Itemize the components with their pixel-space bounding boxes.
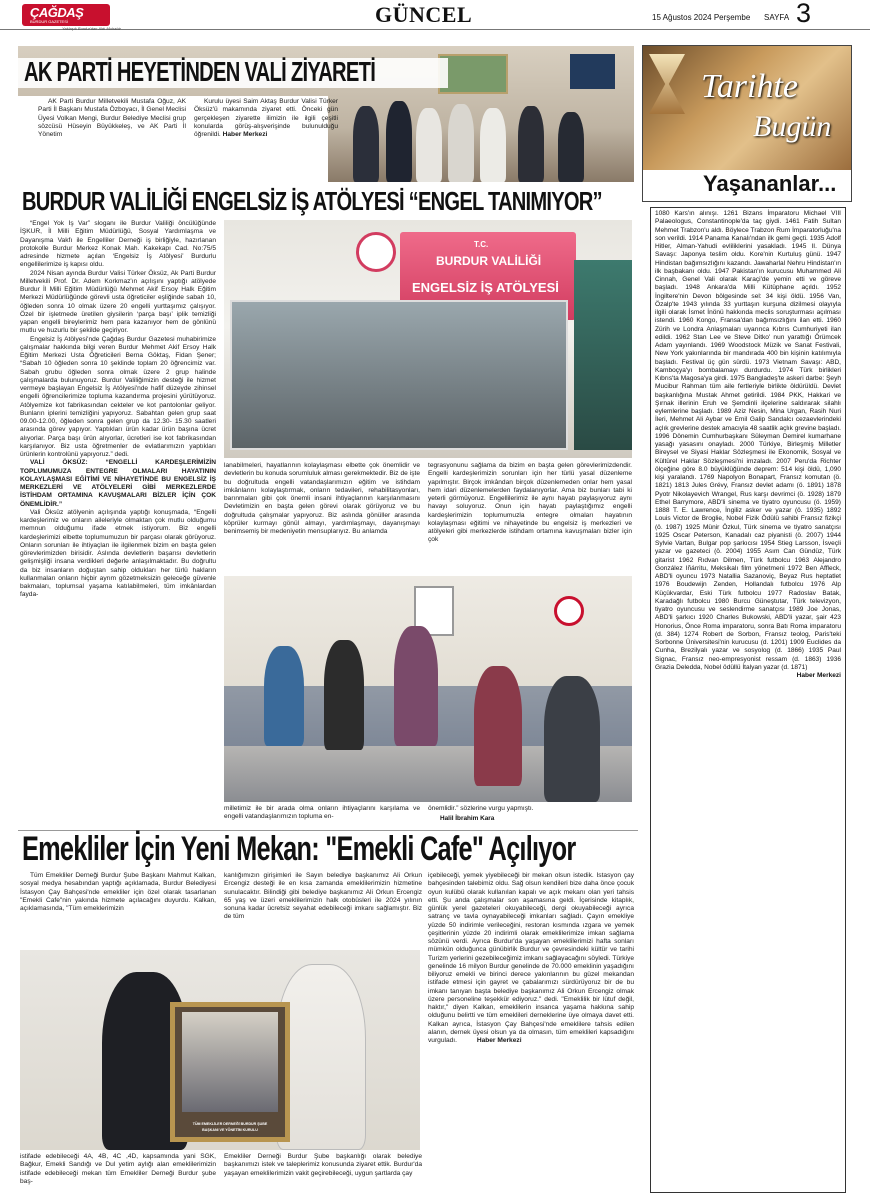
frame-caption-1: TÜM EMEKLİLER DERNEĞİ BURDUR ŞUBE [192,1122,268,1126]
byline: Haber Merkezi [796,672,841,679]
byline: Halil İbrahim Kara [440,815,495,822]
article-text: içebileceği, yemek yiyebileceği bir mekan olsun istedik. İstasyon çay bahçesinden talebimiz oldu. Sağ olsun kendileri bize daha önce çocuk oyun kulübü olarak kullanılan kapalı ve açık mekanı olan yeri tahsis etti. Şu anda çalışmalar son aşamasına geldi. İçerisinde kitaplık, günlük yerel gazeteleri okuyabileceği, dergi okuyabileceği ayrıca satranç ve tavla oynayabileceği imkanları sağladı. Çayın emekliye yüzde 50 indirimle verileceğini, restoran kısmında ızgara ve yemek çeşitlerinin yüzde 20 indirimli olarak emeklilerimize imkan sağlama sözünü verdi. Ayrıca Burdur'da yaşayan emeklilerimizi hafta sonları mümkün olduğunca günübirlik Burdur ve çevresindeki kültür ve tarihi Turizm yerlerini gezebileceğimiz imkanı sağlayacağını söyledi. Türkiye genelinde 16 milyon Burdur genelinde de 70.000 emeklinin yaşadığını biliyoruz emekli ve birinci derece yakınlarının bu güzel mekandan istifade etmesi için gayret ve çabalarımızı sürdürüyoruz bir de bu imkanı tanıyan başta belediye başkanımız Ali Orkun Ercengiz olmak üzere personeline teşekkür ediyoruz." dedi. "Emeklilik bir lütuf değil, haktır," diyen Kalkan, emeklilerin insanca yaşama hakkına sahip olduğunu belirtti ve tüm emeklileri derneklerine üye olmaya davet etti. Kalkan ayrıca, İstasyon Çay Bahçesi'nde emeklilere tahsis edilen alanın, dernek üyesi olsun ya da olmasın, tüm emeklileri kapsadığını vurguladı. [428,872,634,1044]
article-text-col2: lanabilmeleri, hayatlarının kolaylaşması elbette çok önemlidir ve devletlerin bu konuda sorumluluk alması gerekmektedir. Biz de işte bu doğrultuda engelli vatandaşlarımızın eğitim ve istihdam imkânlarını kolaylaştırmak, onların tedavileri, rehabilitasyonları, barınmaları gibi çok önemli insani ihtiyaçlarının karşılanmasını Devletimizin en başta gelen görevi olarak görüyoruz ve bu doğrultuda çalışmalar yapıyoruz. Biz aslında gönüller arasında köprüler kurmayı gönül almayı, yardımlaşmayı, dayanışmayı benimsemiş bir medeniyetin mensuplarıyız. Bu anlamda [224,462,420,535]
paragraph: “Engel Yok İş Var” sloganı ile Burdur Valiliği öncülüğünde İŞKUR, İl Milli Eğitim Müdürlüğü, Sosyal Yardımlaşma ve Dayanışma Vakfı ile Engelliler Derneği iş birliğiyle, hazırlanan protokolle Burdur Merkez Konak Mah. Kakekapı Cad. No:75/5 adresinde hizmete açılan ‘Engelsiz İş Atölyesi’ Burdurlu engellilerimize iş kapısı oldu. [20,220,216,269]
article-text-col2 [194,98,338,176]
banner-title-2: Bugün [753,110,832,143]
emekli-cafe-photo [20,950,420,1150]
paragraph: 2024 Nisan ayında Burdur Valisi Türker Öksüz, Ak Parti Burdur Milletvekili Prof. Dr. Adem Korkmaz'ın açılışını yaptığı atölyede Burdur İl Milli Eğitim Müdürlüğü Mehmet Akif Ersoy Halk Eğitim Merkezi Müdürlüğünde görevli usta öğreticiler eşliğinde sabah 10, öğleden sonra 10 olmak üzere 20 engelli yurttaşımız çalışıyor. Özel bir işletmede üretilen giysilerin ‘parça başı’ iplik temizliği yapan engelli bireylerimiz hem para kazanıyor hem de gönlünü mutlu ve huzurlu bir şekilde geçiriyor. [20,269,216,335]
hourglass-icon [649,54,685,114]
article-text-col3: tegrasyonunu sağlama da bizim en başta gelen görevlerimizdendir. Engelli kardeşlerimizin sorunları için her türlü yasal düzenleme yapılmıştır. Birçok imkândan birçok düzenlemeden onlar hem yasal hem idari düzenlemelerden faydalanıyorlar. Ama biz bunları tabi ki yeterli görmüyoruz. Engellilerimiz ile aynı hayatı paylaşıyoruz aynı havayı soluyoruz. Onun için hayatı paylaştığımız engelli kardeşlerimizin toplumumuzla entegre olmaları hayatının kolaylaşması eğitimi ve nihayetinde bu engelsiz iş merkezleri ve atölyeleri gibi merkezlerde istihdam ortamına kavuşmaları bizler için çok [428,462,632,544]
article-headline: BURDUR VALİLİĞİ ENGELSİZ İŞ ATÖLYESİ “ENGEL TANIMIYOR” [22,186,602,216]
byline: Haber Merkezi [222,131,268,138]
article-text-col2: kanlığımızın girişimleri ile Sayın belediye başkanımız Ali Orkun Ercengiz desteği ile en kısa zamanda emeklilerimizin hizmetine sunulacaktır. Bilindiği gibi belediye başkanımız Ali Orkun Ercengiz 65 yaş ve üzeri emeklilerimizin halk otobüsleri ile 2024 yılının sonuna kadar ücretsiz seyahat edebileceği imkanı sağlamıştır. Biz de tüm [224,872,422,921]
neighbor-shop [574,260,632,450]
article-text-col1-bottom: istifade edebileceği 4A, 4B, 4C ,4D, kapsamında yani SGK, Bağkur, Emekli Sandığı ve Dul yetim aylığı alan emeklilerimizin istifade edebileceği mekan tüm Emekliler Derneği Burdur şube baş- [20,1153,216,1185]
section-title: GÜNCEL [375,2,473,27]
article-text-col1: Tüm Emekliler Derneği Burdur Şube Başkanı Mahmut Kalkan, sosyal medya hesabından yaptığı açıklamada, Burdur Belediyesi İstasyon Çay Bahçesi'nde emekliler için özel olarak tasarlanan "Emekli Cafe"nin yakında hizmete açılacağını duyurdu. Kalkan, açıklamasında, "Tüm emeklerimizin [20,872,216,912]
frame-caption-2: BAŞKANI VE YÖNETİM KURULU [202,1128,258,1132]
workshop-interior-photo [224,576,632,802]
tarihte-bugun-banner [642,45,852,202]
history-list [650,207,846,1193]
logo-subtitle: BURDUR GAZETESİ [30,19,69,24]
workshop-storefront-photo [224,220,632,458]
portrait-inner [182,1012,278,1112]
logo-tagline: Yaklaşık Burdur'dan Aldı Muhabir [62,26,121,31]
article-ak-parti [18,42,634,184]
painting-image [438,54,508,94]
byline: Haber Merkezi [476,1037,522,1044]
sign-line1: BURDUR VALİLİĞİ [436,254,542,268]
article-text-col3-bottom: önemlidir.” sözlerine vurgu yapmıştı. [428,805,534,812]
issue-date: 15 Ağustos 2024 Perşembe [652,13,751,22]
subheading [20,459,216,509]
logo-text: ÇAĞDAŞ [30,5,84,20]
ministry-logo-icon [356,232,396,272]
article-text-col2-bottom: milletimiz ile bir arada olma onların ihtiyaçlarını karşılama ve engelli vatandaşlarımızın topluma en- [224,805,420,821]
store-window [230,300,568,450]
article-text-col3 [428,872,634,1194]
page-number: 3 [796,0,812,28]
paragraph: Vali Öksüz atölyenin açılışında yaptığı konuşmada, “Engelli kardeşlerimiz ve onların aileleriyle olmaktan çok mutlu olduğumu memnun olduğumu ifade etmek istiyorum. Biz engelli kardeşlerimizi elbette toplumumuzun bir parçası olarak görüyoruz. Onların sorunları ile ihtiyaçları ile ilgilenmek bizim en başta gelen görevlerimizden birisidir. Aslında devletlerin başarısı devletlerin gelişmişliği insana verdikleri değerle anlaşılmaktadır. Bu doğrultu da biz insanların doğuştan sahip oldukları her türlü hakların kullanmaları onların hiçbir ayrım gözetmeksizin geleceğe güvenle bakmaları, toplumsal yaşama katılabilmeleri, tüm imkânlardan fayda- [20,508,216,599]
article-headline: AK PARTİ HEYETİNDEN VALİ ZİYARETİ [24,56,376,87]
article-text-col2-bottom: Emekliler Derneği Burdur Şube başkanlığı olarak belediye başkanımızı istek ve taleplerimiz konusunda ziyaret ettik. Burdur'da yaşayan emeklilerimizin vakit geçirebileceği, uygun şartlarda çay [224,1153,422,1177]
history-text: 1080 Kars'ın alınışı. 1261 Bizans İmparatoru Michael VIII Palaeologus, Constantinople'da taç giydi. 1461 Fatih Sultan Mehmet Trabzon'u aldı. Böylece Trabzon Rum İmparatorluğu'na son verildi. 1914 Panama Kanalı'ndan ilk gemi geçti. 1935 Adolf Hitler, Alman-Yahudi evliliklerini yasakladı. 1945 II. Dünya Savaşı: Japonya teslim oldu. Kore'nin Kurtuluş günü. 1947 Hindistan bağımsızlığını kazandı. Jawaharlal Nehru Hindistan'ın ilk başbakanı oldu. 1947 Pakistan'ın kurucusu Muhammed Ali Cinnah, Genel Vali olarak Karaçi'de yemin etti ve göreve başladı. 1948 Ankara'da Milli Kütüphane açıldı. 1952 İngiltere'nin Devon bölgesinde sel: 34 kişi öldü. 1956 Van, Özalp'te 1943 yılında 33 yurttaşın kurşuna dizilmesi olayıyla ilgili olarak İsmet İnönü hakkında meclis soruşturması açılması istendi. 1960 Kongo, Fransa'dan bağımsızlığını ilan etti. 1960 Zürih ve Londra Anlaşmaları uyarınca Kıbrıs Cumhuriyeti ilan edildi. 1962 Stan Lee ve Steve Ditko' nun yarattığı Örümcek Adam yayınlandı. 1969 Woodstock Müzik ve Sanat Festivali, New York yakınlarında bir mandırada 400 bin kişinin katılımıyla başladı. Festival üç gün sürdü. 1973 Vietnam Savaşı: ABD, Kamboçya'yı bombalamayı durdurdu. 1974 Türk birlikleri Kıbrıs'ta Magosa'ya girdi. 1975 Bangladeş'te askeri darbe: Şeyh Mucibur Rahman tüm aile fertleriyle birlikte öldürüldü. Devlet başkanlığına Mustak Ahmet getirildi. 1984 PKK, Hakkari ve Şırnak illerinin Eruh ve Şemdinli ilçelerine saldırarak silahlı eylemlerine başladı. 1989 Aziz Nesin, Mina Urgan, Rasih Nuri İleri, Mehmet Ali Aybar ve Emil Galip Sandalcı cezaevlerindeki açlık grevlerine destek amacıyla 48 saatlik açlık grevine başladı. 1996 Dönemin Cumhurbaşkanı Süleyman Demirel kumarhane yasağı yasasını onayladı. 2000 Türkiye, Birleşmiş Milletler Bireysel ve Siyasi Haklar Sözleşmesi ile Ekonomik, Sosyal ve Kültürel Haklar Sözleşmesi'ni imzaladı. 2007 Peru'da Richter ölçeğine göre 8.0 büyüklüğünde deprem: 514 kişi öldü, 1,090 kişi yaralandı. 1769 Napolyon Bonapart, Fransız komutan (ö. 1821) 1813 Jules Grévy, Fransız devlet adamı (ö. 1891) 1878 Pyotr Nikolayevich Wrangel, Rus karşı devrimci (ö. 1928) 1879 Ethel Barrymore, ABD'li sinema ve tiyatro oyuncusu (ö. 1959) 1888 T. E. Lawrence, İngiliz asker ve yazar (ö. 1935) 1892 Louis Victor de Broglie, Nobel Fizik Ödülü sahibi Fransız fizikçi (ö. 1987) 1925 Münir Özkul, Türk sinema ve tiyatro sanatçısı 1925 Oscar Peterson, Kanadalı caz piyanisti (ö. 2007) 1944 Sylvie Vartan, Bulgar pop şarkıcısı 1954 Stieg Larsson, İsveçli yazar ve gazeteci (ö. 2004) 1955 Asım Can Gündüz, Türk gitarist 1962 Rıdvan Dilmen, Türk futbolcu 1963 Alejandro González Iñárritu, Meksikalı film yönetmeni 1972 Ben Affleck, ABD'li oyuncu 1973 Natallia Sazanoviç, Beyaz Rus heptatlet 1976 Boudewijn Zenden, Hollandalı futbolcu 1976 Alp Küçükvardar, Eski Türk futbolcu 1977 Radoslav Batak, Karadağlı futbolcu 1980 Burcu Güneştutar, Türk televizyon, tiyatro oyuncusu ve seslendirme sanatçısı 1989 Joe Jonas, ABD'li şarkıcı 1920 Charles Bukowski, ABD'li yazar, şair 423 Honorius, Önce Roma imparatoru, sonra Batı Roma imparatoru (d. 384) 1274 Robert de Sorbon, Fransız teolog, Paris'teki Sorbonne Üniversitesi'nin kurucusu (d. 1201) 1909 Euclides da Cunha, Brezilyalı yazar ve sosyolog (d. 1866) 1935 Paul Signac, Fransız neo-empresyonist ressam (d. 1863) 1936 Grazia Deledda, Nobel ödüllü İtalyan yazar (d. 1871) [655,210,841,671]
emblem-icon [554,596,584,626]
page-label: SAYFA [764,13,790,22]
sign-line2: ENGELSİZ İŞ ATÖLYESİ [412,280,559,295]
article-text: Kurulu üyesi Saim Aktaş Burdur Valisi Türker Öksüz'ü makamında ziyaret etti. Önceki gün gerçekleşen ziyarette ilimizin ile ilgili çeşitli konularda görüş-alışverişinde bulunulduğu öğrenildi. [194,98,338,138]
sign-tc: T.C. [474,240,489,249]
article-text-col1 [20,220,216,824]
banner-title-1: Tarihte [701,68,799,105]
banner-subtitle: Yaşananlar... [703,171,837,196]
subheading-text: VALİ ÖKSÜZ: “ENGELLİ KARDEŞLERİMİZİN TOPLUMUMUZA ENTEGRE OLMALARI HAYATININ KOLAYLAŞMASI EĞİTİMİ VE NİHAYETİNDE BU ENGELSİZ İŞ MERKEZLERİ VE ATÖLYELERİ GİBİ MERKEZLERDE İSTİHDAM ORTAMINA KAVUŞMALARI BİZLER İÇİN ÇOK ÖNEMLİDİR.” [20,459,216,508]
article-headline: Emekliler İçin Yeni Mekan: "Emekli Cafe" Açılıyor [22,830,576,868]
paragraph: Engelsiz İş Atölyesi'nde Çağdaş Burdur Gazetesi muhabirimize çalışmalar hakkında bilgi veren Burdur Mehmet Akif Ersoy Halk Eğitim Merkezi Usta Öğreticileri Berna Göktaş, Fidan Şener; “Sabah 10 öğleden sonra 10 şeklinde toplam 20 öğrencimiz var. Sabah grubu öğleden sonra olmak üzere 2 grup halinde çalışmalarda bulunuyoruz. Burdur Valiliğimizin desteği ile hizmet vermeye başlayan Engelsiz İş Atölyesi'nde hafif düzeyde zihinsel engelli öğrencilerimize topluma kazandırma projesini yürütüyoruz. Atölyemize kot fabrikasından cekteler ve kot pantolonlar geliyor. Bunların iplerini temizliğini yapıyoruz. Sabahtan gelen grup saat 09.00-12.00, öğleden sonra gelen grup da 12.30- 15.30 saatleri arasında görev yapıyor. Yaptıkları ürün kadar ürün başına ücret alıyorlar. Parça başı ürün alıyorlar, ücretleri ise kot fabrikasından karşılanıyor. Biz usta öğretmenler de evlatlarımızın yaptıkları ürünlerin kontrolünü yapıyoruz.” dedi. [20,335,216,458]
article-text-col1: AK Parti Burdur Milletvekili Mustafa Oğuz, AK Parti İl Başkanı Mustafa Özboyacı, İl Genel Meclisi Üyesi Volkan Mengi, Burdur Belediye Meclisi grup sözcüsü Hüseyin Büyükkeleş, ve AK Parti İl Yönetim [38,98,186,138]
tv-screen [570,54,615,89]
masthead [0,0,870,30]
